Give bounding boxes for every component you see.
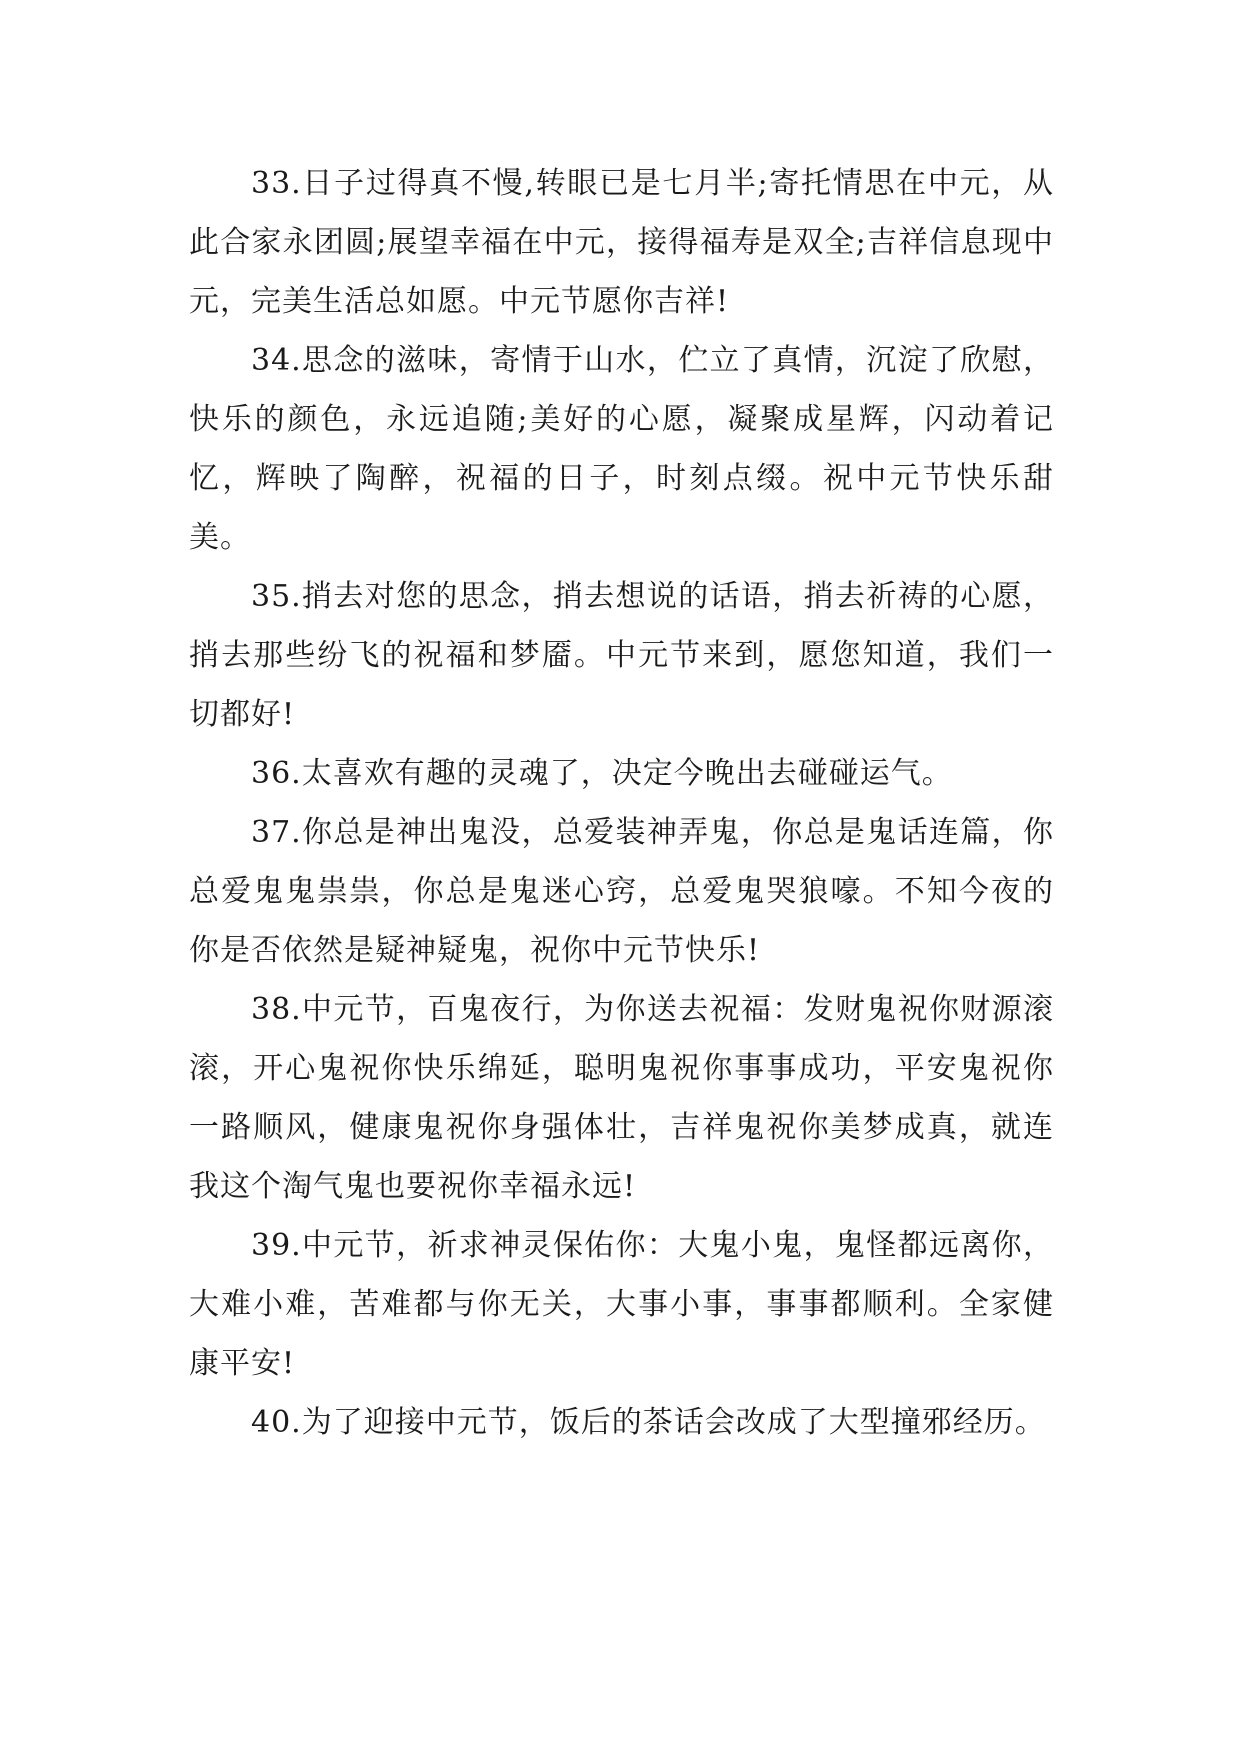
paragraph-35: 35.捎去对您的思念，捎去想说的话语，捎去祈祷的心愿，捎去那些纷飞的祝福和梦靥。中元节来到，愿您知道，我们一切都好! [189, 579, 1054, 732]
paragraph-37: 37.你总是神出鬼没，总爱装神弄鬼，你总是鬼话连篇，你总爱鬼鬼祟祟，你总是鬼迷心窍，总爱鬼哭狼嚎。不知今夜的你是否依然是疑神疑鬼，祝你中元节快乐! [189, 815, 1054, 968]
paragraph-39: 39.中元节，祈求神灵保佑你：大鬼小鬼，鬼怪都远离你，大难小难，苦难都与你无关，大事小事，事事都顺利。全家健康平安! [189, 1228, 1054, 1381]
paragraph-38: 38.中元节，百鬼夜行，为你送去祝福：发财鬼祝你财源滚滚，开心鬼祝你快乐绵延，聪明鬼祝你事事成功，平安鬼祝你一路顺风，健康鬼祝你身强体壮，吉祥鬼祝你美梦成真，就连我这个淘气鬼也要祝你幸福永远! [189, 992, 1054, 1204]
paragraph-34: 34.思念的滋味，寄情于山水，伫立了真情，沉淀了欣慰，快乐的颜色，永远追随;美好的心愿，凝聚成星辉，闪动着记忆，辉映了陶醉，祝福的日子，时刻点缀。祝中元节快乐甜美。 [189, 343, 1054, 555]
document-body [189, 154, 1054, 1452]
paragraph-36: 36.太喜欢有趣的灵魂了，决定今晚出去碰碰运气。 [251, 756, 953, 791]
paragraph-33: 33.日子过得真不慢,转眼已是七月半;寄托情思在中元，从此合家永团圆;展望幸福在中元，接得福寿是双全;吉祥信息现中元，完美生活总如愿。中元节愿你吉祥! [189, 166, 1054, 319]
paragraph-40: 40.为了迎接中元节，饭后的茶话会改成了大型撞邪经历。 [251, 1405, 1046, 1440]
